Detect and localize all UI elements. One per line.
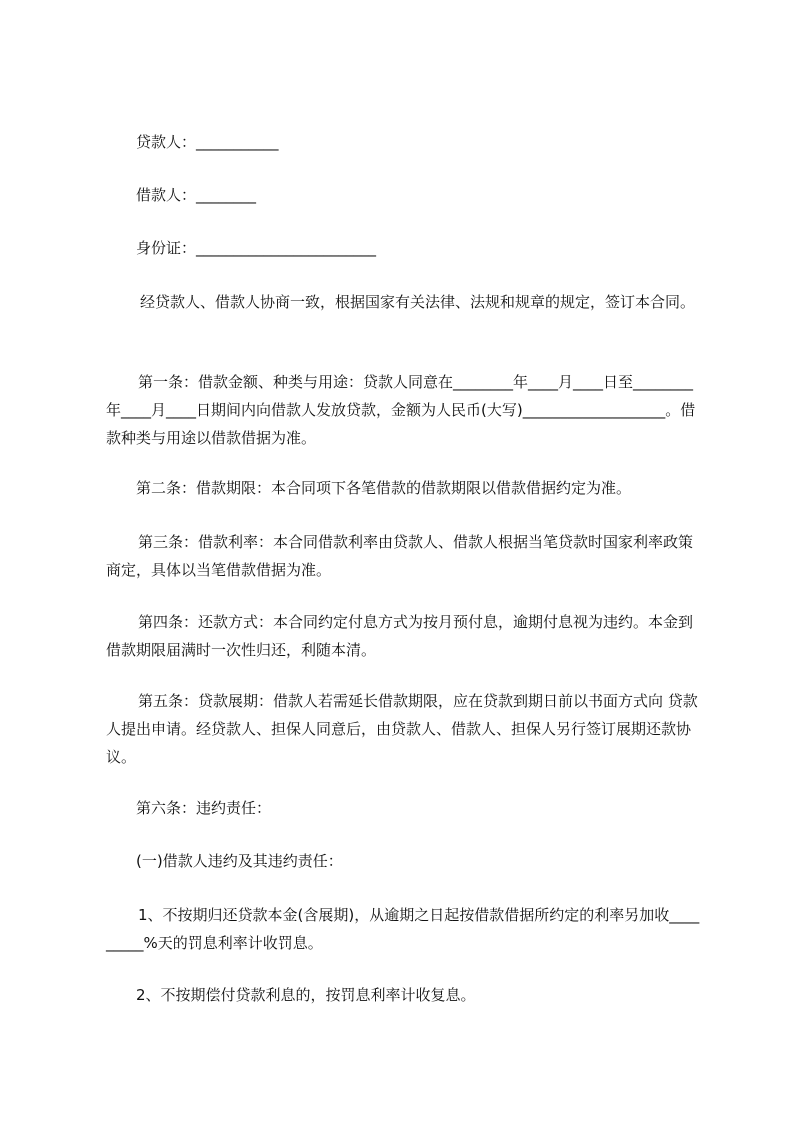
contract-intro-paragraph: 经贷款人、借款人协商一致，根据国家有关法律、法规和规章的规定，签订本合同。: [140, 293, 696, 311]
article-6-breach-liability: 第六条：违约责任：: [136, 799, 272, 817]
breach-item-2-interest-overdue: 2、不按期偿付贷款利息的，按罚息利率计收复息。: [136, 986, 476, 1004]
article-1-loan-amount-purpose: 第一条：借款金额、种类与用途：贷款人同意在________年____月____日至________年____月____日期间内向借款人发放贷款，金额为人民币(大写)___________________。借款种类与用途以借款借据为准。: [106, 373, 696, 447]
article-3-interest-rate: 第三条：借款利率：本合同借款利率由贷款人、借款人根据当笔贷款时国家利率政策商定，具体以当笔借款借据为准。: [106, 533, 694, 579]
article-2-loan-term: 第二条：借款期限：本合同项下各笔借款的借款期限以借款借据约定为准。: [136, 479, 632, 497]
article-4-repayment-method: 第四条：还款方式：本合同约定付息方式为按月预付息，逾期付息视为违约。本金到借款期限届满时一次性归还，利随本清。: [106, 613, 694, 659]
breach-item-1-principal-overdue: 1、不按期归还贷款本金(含展期)，从逾期之日起按借款借据所约定的利率另加收_________%天的罚息利率计收罚息。: [106, 906, 700, 952]
id-card-field-line: 身份证：________________________: [136, 239, 377, 257]
lender-field-line: 贷款人：___________: [136, 133, 279, 151]
borrower-field-line: 借款人：________: [136, 186, 257, 204]
article-5-loan-extension: 第五条：贷款展期：借款人若需延长借款期限，应在贷款到期日前以书面方式向 贷款人提出申请。经贷款人、担保人同意后，由贷款人、借款人、担保人另行签订展期还款协议。: [106, 692, 698, 766]
borrower-breach-heading: (一)借款人违约及其违约责任：: [136, 852, 343, 870]
